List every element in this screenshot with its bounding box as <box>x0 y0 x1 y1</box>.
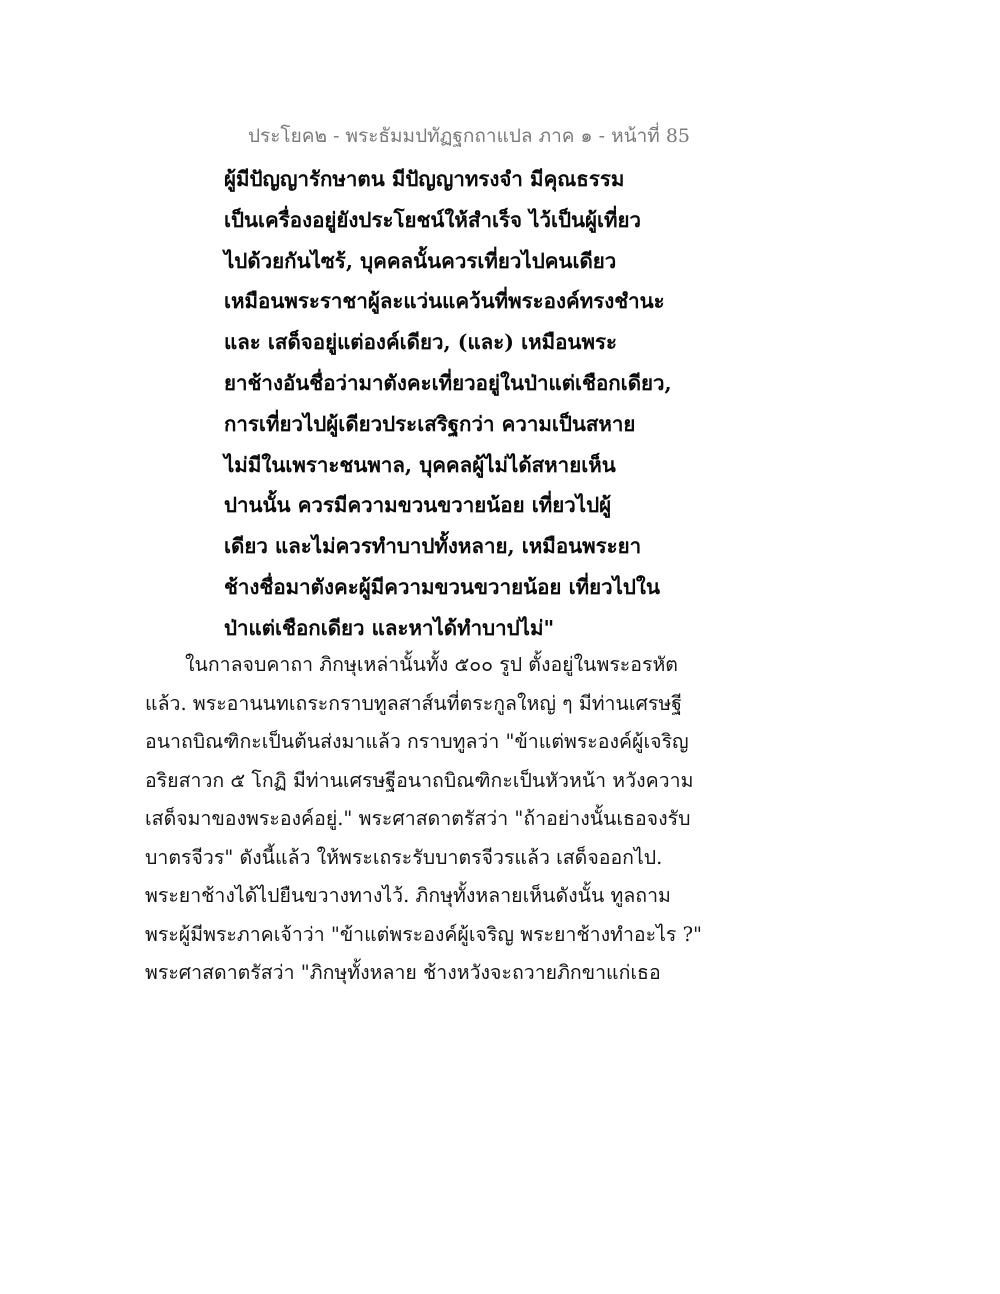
verse-line: ช้างชื่อมาตังคะผู้มีความขวนขวายน้อย เที่ยวไปใน <box>224 574 660 599</box>
verse-line: เหมือนพระราชาผู้ละแว่นแคว้นที่พระองค์ทรงชำนะ <box>224 289 665 314</box>
prose-line: อริยสาวก ๕ โกฏิ มีท่านเศรษฐีอนาถบิณฑิกะเป็นหัวหน้า หวังความ <box>145 768 694 792</box>
prose-line: พระผู้มีพระภาคเจ้าว่า "ข้าแต่พระองค์ผู้เจริญ พระยาช้างทำอะไร ?" <box>145 922 703 946</box>
verse-line: ป่าแต่เชือกเดียว และหาได้ทำบาปไม่" <box>224 615 555 640</box>
verse-line: ผู้มีปัญญารักษาตน มีปัญญาทรงจำ มีคุณธรรม <box>224 167 625 191</box>
prose-line: ในกาลจบคาถา ภิกษุเหล่านั้นทั้ง ๕๐๐ รูป ตั้งอยู่ในพระอรหัต <box>185 653 678 676</box>
prose-line: อนาถบิณฑิกะเป็นต้นส่งมาแล้ว กราบทูลว่า "ข้าแต่พระองค์ผู้เจริญ <box>145 730 689 753</box>
verse-line: ปานนั้น ควรมีความขวนขวายน้อย เที่ยวไปผู้ <box>224 493 612 518</box>
verse-line: การเที่ยวไปผู้เดียวประเสริฐกว่า ความเป็นสหาย <box>224 411 636 436</box>
prose-line: พระยาช้างได้ไปยืนขวางทางไว้. ภิกษุทั้งหลายเห็นดังนั้น ทูลถาม <box>145 884 671 907</box>
verse-block <box>224 159 672 649</box>
prose-line: พระศาสดาตรัสว่า "ภิกษุทั้งหลาย ช้างหวังจะถวายภิกขาแก่เธอ <box>145 961 661 984</box>
verse-line: เป็นเครื่องอยู่ยังประโยชน์ให้สำเร็จ ไว้เป็นผู้เที่ยว <box>224 207 642 232</box>
prose-line: บาตรจีวร" ดังนี้แล้ว ให้พระเถระรับบาตรจีวรแล้ว เสด็จออกไป. <box>145 845 663 869</box>
running-header: ประโยค๒ - พระธัมมปทัฏฐกถาแปล ภาค ๑ - หน้าที่ 85 <box>247 125 690 147</box>
prose-line: แล้ว. พระอานนทเถระกราบทูลสาส์นที่ตระกูลใหญ่ ๆ มีท่านเศรษฐี <box>145 691 682 715</box>
verse-line: ไม่มีในเพราะชนพาล, บุคคลผู้ไม่ได้สหายเห็น <box>224 452 616 477</box>
verse-line: และ เสด็จอยู่แต่องค์เดียว, (และ) เหมือนพระ <box>224 330 617 355</box>
prose-paragraph <box>145 646 703 993</box>
verse-line: เดียว และไม่ควรทำบาปทั้งหลาย, เหมือนพระยา <box>224 534 642 559</box>
verse-line: ไปด้วยกันไซร้, บุคคลนั้นควรเที่ยวไปคนเดียว <box>224 248 617 273</box>
prose-line: เสด็จมาของพระองค์อยู่." พระศาสดาตรัสว่า "ถ้าอย่างนั้นเธอจงรับ <box>145 807 691 830</box>
verse-line: ยาช้างอันชื่อว่ามาตังคะเที่ยวอยู่ในป่าแต่เชือกเดียว, <box>224 370 672 395</box>
